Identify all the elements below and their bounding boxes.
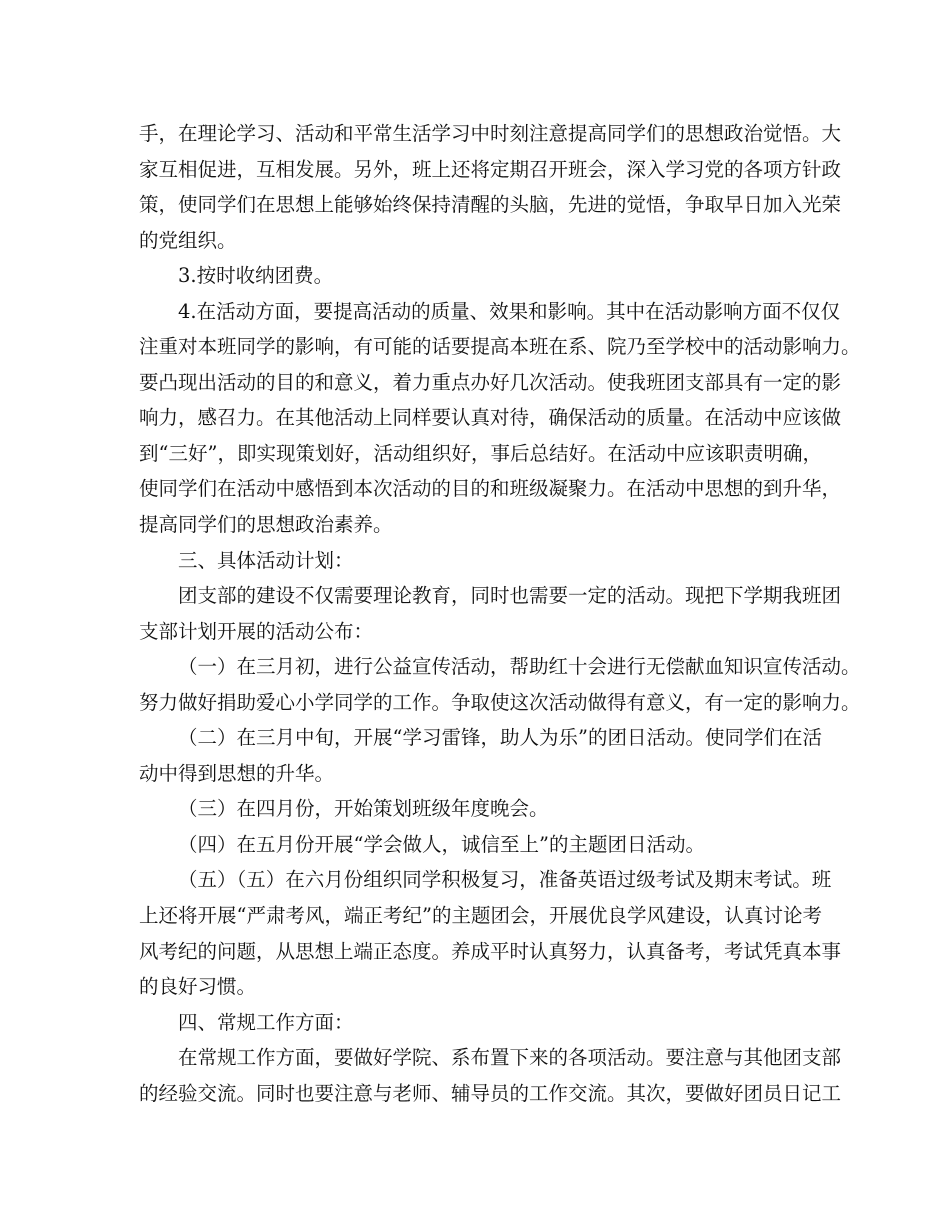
section-heading: 四、常规工作方面： <box>178 1010 354 1034</box>
list-item-line: 动中得到思想的升华。 <box>139 761 335 785</box>
paragraph-line: 使同学们在活动中感悟到本次活动的目的和班级凝聚力。在活动中思想的到升华， <box>139 477 842 501</box>
paragraph-line: 到“三好”，即实现策划好，活动组织好，事后总结好。在活动中应该职责明确， <box>139 441 822 465</box>
paragraph-line: 手，在理论学习、活动和平常生活学习中时刻注意提高同学们的思想政治觉悟。大 <box>139 122 842 145</box>
paragraph-line: 注重对本班同学的影响，有可能的话要提高本班在系、院乃至学校中的活动影响力。 <box>139 335 861 359</box>
paragraph-line: 在常规工作方面，要做好学院、系布置下来的各项活动。要注意与其他团支部 <box>178 1046 842 1070</box>
list-item-line: （三）在四月份，开始策划班级年度晚会。 <box>178 797 549 821</box>
list-item-line: （一）在三月初，进行公益宣传活动，帮助红十会进行无偿献血知识宣传活动。 <box>178 655 861 679</box>
list-item-line: 努力做好捐助爱心小学同学的工作。争取使这次活动做得有意义，有一定的影响力。 <box>139 690 861 714</box>
paragraph-line: 的经验交流。同时也要注意与老师、辅导员的工作交流。其次，要做好团员日记工 <box>139 1081 842 1105</box>
paragraph-line: 支部计划开展的活动公布： <box>139 619 374 643</box>
paragraph-line: 团支部的建设不仅需要理论教育，同时也需要一定的活动。现把下学期我班团 <box>178 584 842 608</box>
paragraph-line: 提高同学们的思想政治素养。 <box>139 513 393 537</box>
list-item-line: （五）（五）在六月份组织同学积极复习，准备英语过级考试及期末考试。班 <box>178 868 832 892</box>
list-item-line: 风考纪的问题，从思想上端正态度。养成平时认真努力，认真备考，考试凭真本事 <box>139 939 842 963</box>
paragraph-line: 3.按时收纳团费。 <box>178 264 334 288</box>
list-item-line: （二）在三月中旬，开展“学习雷锋，助人为乐”的团日活动。使同学们在活 <box>178 726 822 750</box>
paragraph-line: 的党组织。 <box>139 228 237 252</box>
paragraph-line: 要凸现出活动的目的和意义，着力重点办好几次活动。使我班团支部具有一定的影 <box>139 370 842 394</box>
list-item-line: （四）在五月份开展“学会做人，诚信至上”的主题团日活动。 <box>178 832 705 856</box>
paragraph-line: 响力，感召力。在其他活动上同样要认真对待，确保活动的质量。在活动中应该做 <box>139 406 842 430</box>
paragraph-line: 策，使同学们在思想上能够始终保持清醒的头脑，先进的觉悟，争取早日加入光荣 <box>139 193 842 217</box>
section-heading: 三、具体活动计划： <box>178 548 354 572</box>
paragraph-line: 家互相促进，互相发展。另外，班上还将定期召开班会，深入学习党的各项方针政 <box>139 157 842 181</box>
paragraph-line: 4.在活动方面，要提高活动的质量、效果和影响。其中在活动影响方面不仅仅 <box>178 299 841 323</box>
list-item-line: 上还将开展“严肃考风，端正考纪”的主题团会，开展优良学风建设，认真讨论考 <box>139 904 822 928</box>
document-body <box>139 116 861 1111</box>
list-item-line: 的良好习惯。 <box>139 975 257 999</box>
